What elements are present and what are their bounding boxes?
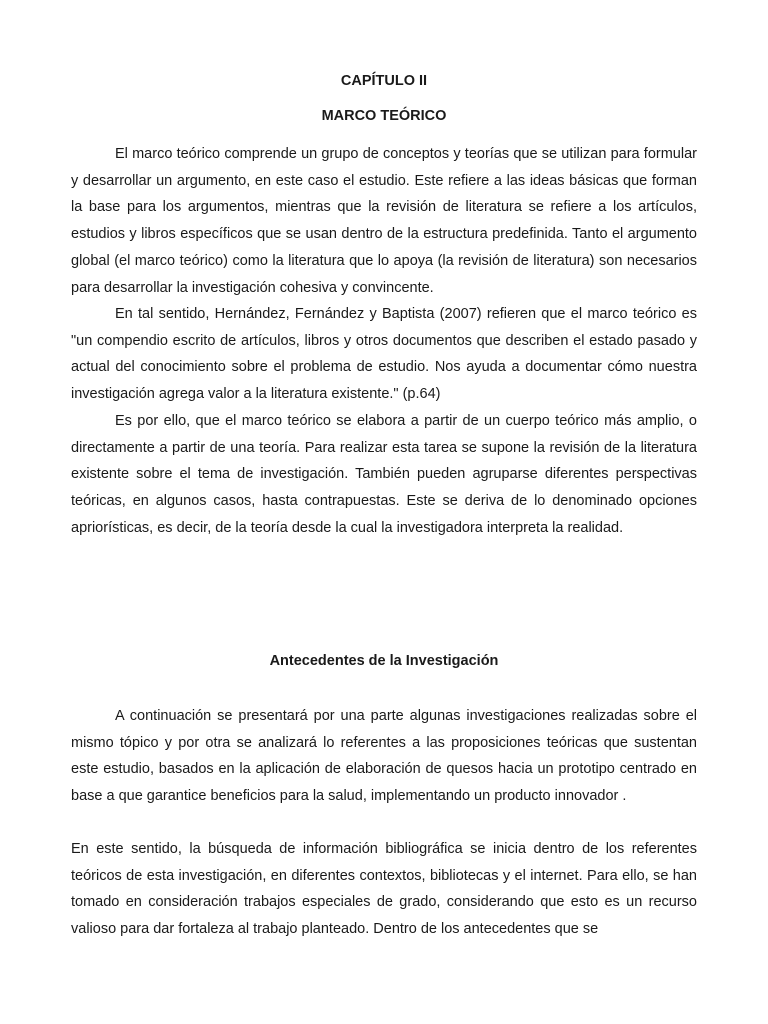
section-title: MARCO TEÓRICO (321, 108, 447, 124)
body-paragraph: En tal sentido, Hernández, Fernández y Baptista (2007) refieren que el marco teórico es "un compendio escrito de artículos, libros y otros documentos que describen el estado pasado y actual del conocimiento sobre el problema de estudio. Nos ayuda a documentar cómo nuestra investigación agrega valor a la literatura existente." (p.64) (71, 306, 697, 403)
body-paragraph: El marco teórico comprende un grupo de conceptos y teorías que se utilizan para formular y desarrollar un argumento, en este caso el estudio. Este refiere a las ideas básicas que forman la base para los argumentos, mientras que la revisión de literatura se refiere a los artículos, estudios y libros específicos que se usan dentro de la estructura predefinida. Tanto el argumento global (el marco teórico) como la literatura que lo apoya (la revisión de literatura) son necesarios para desarrollar la investigación cohesiva y convincente. (71, 146, 697, 296)
body-paragraph: En este sentido, la búsqueda de información bibliográfica se inicia dentro de los referentes teóricos de esta investigación, en diferentes contextos, bibliotecas y el internet. Para ello, se han tomado en consideración trabajos especiales de grado, considerando que esto es un recurso valioso para dar fortaleza al trabajo planteado. Dentro de los antecedentes que se (71, 841, 697, 938)
subsection-title: Antecedentes de la Investigación (269, 653, 499, 669)
body-paragraph: Es por ello, que el marco teórico se elabora a partir de un cuerpo teórico más amplio, o directamente a partir de una teoría. Para realizar esta tarea se supone la revisión de la literatura existente sobre el tema de investigación. También pueden agruparse diferentes perspectivas teóricas, en algunos casos, hasta contrapuestas. Este se deriva de lo denominado opciones apriorísticas, es decir, de la teoría desde la cual la investigadora interpreta la realidad. (71, 413, 697, 536)
chapter-title: CAPÍTULO II (340, 73, 428, 89)
body-paragraph: A continuación se presentará por una parte algunas investigaciones realizadas sobre el mismo tópico y por otra se analizará lo referentes a las proposiciones teóricas que sustentan este estudio, basados en la aplicación de elaboración de quesos hacia un prototipo centrado en base a que garantice beneficios para la salud, implementando un producto innovador . (71, 708, 697, 805)
